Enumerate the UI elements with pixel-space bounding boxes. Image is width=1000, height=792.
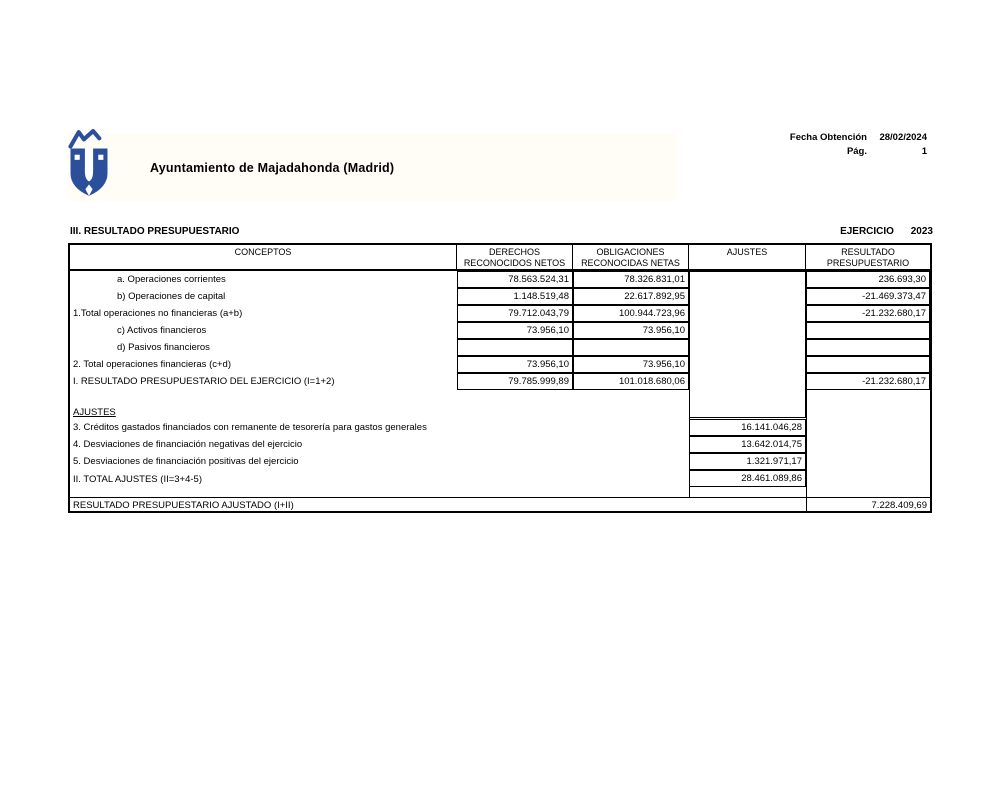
- section-title: III. RESULTADO PRESUPUESTARIO: [70, 226, 240, 237]
- obligaciones-cell: 100.944.723,96: [573, 305, 689, 322]
- obligaciones-cell: 73.956,10: [573, 322, 689, 339]
- ajustes-empty-box: [689, 271, 806, 418]
- concept-label: c) Activos financieros: [117, 325, 207, 336]
- obligaciones-cell: [573, 339, 689, 356]
- fecha-obtencion-value: 28/02/2024: [879, 132, 927, 143]
- concept-label: 5. Desviaciones de financiación positivas del ejercicio: [73, 456, 299, 467]
- column-header-conceptos: [70, 245, 457, 271]
- column-header-text: RESULTADO: [841, 247, 895, 257]
- ajustes-cell: 13.642.014,75: [689, 436, 806, 453]
- ejercicio: [840, 226, 933, 237]
- derechos-cell: 79.785.999,89: [457, 373, 573, 390]
- majadahonda-coat-of-arms-icon: [66, 128, 112, 202]
- report-meta: [737, 131, 927, 159]
- ajustes-cell: 1.321.971,17: [689, 453, 806, 470]
- ejercicio-value: 2023: [910, 226, 933, 237]
- concept-label: a. Operaciones corrientes: [117, 274, 226, 285]
- concept-label: RESULTADO PRESUPUESTARIO AJUSTADO (I+II): [73, 500, 294, 511]
- column-header-text: RECONOCIDOS NETOS: [463, 258, 566, 268]
- derechos-cell: 79.712.043,79: [457, 305, 573, 322]
- resultado-cell: [806, 339, 930, 356]
- column-header-text: DERECHOS: [488, 247, 540, 257]
- column-header-text: RECONOCIDAS NETAS: [581, 258, 680, 268]
- derechos-cell: 78.563.524,31: [457, 271, 573, 288]
- ajustes-cell: 16.141.046,28: [689, 419, 806, 436]
- derechos-cell: [457, 339, 573, 356]
- resultado-cell: [806, 356, 930, 373]
- derechos-cell: 73.956,10: [457, 322, 573, 339]
- page-number-label: Pág.: [846, 146, 867, 157]
- column-header-text: PRESUPUESTARIO: [826, 258, 910, 268]
- ajustes-cell: 28.461.089,86: [689, 470, 806, 487]
- obligaciones-cell: 22.617.892,95: [573, 288, 689, 305]
- column-header-text: OBLIGACIONES: [596, 247, 665, 257]
- concept-label: I. RESULTADO PRESUPUESTARIO DEL EJERCICIO (I=1+2): [73, 376, 335, 387]
- column-header-resultado: [806, 245, 930, 271]
- concept-label: b) Operaciones de capital: [117, 291, 226, 302]
- resultado-cell: -21.469.373,47: [806, 288, 930, 305]
- column-header-text: CONCEPTOS: [234, 247, 292, 257]
- fecha-obtencion-label: Fecha Obtención: [789, 132, 867, 143]
- resultado-cell: 236.693,30: [806, 271, 930, 288]
- resultado-cell: 7.228.409,69: [871, 500, 927, 511]
- derechos-cell: 73.956,10: [457, 356, 573, 373]
- ejercicio-label: EJERCICIO: [840, 226, 894, 237]
- column-header-text: AJUSTES: [726, 247, 768, 257]
- ajustes-section-label: AJUSTES: [73, 407, 116, 418]
- adjusted-result-row: [70, 497, 930, 511]
- concept-label: 1.Total operaciones no financieras (a+b): [73, 308, 243, 319]
- concept-label: 2. Total operaciones financieras (c+d): [73, 359, 231, 370]
- resultado-cell: [806, 322, 930, 339]
- concept-label: d) Pasivos financieros: [117, 342, 210, 353]
- obligaciones-cell: 101.018.680,06: [573, 373, 689, 390]
- org-name: Ayuntamiento de Majadahonda (Madrid): [150, 161, 395, 175]
- concept-label: II. TOTAL AJUSTES (II=3+4-5): [73, 474, 203, 485]
- section-header: [0, 226, 1000, 240]
- column-header-ajustes: [689, 245, 806, 271]
- resultado-cell: -21.232.680,17: [806, 305, 930, 322]
- concept-label: 3. Créditos gastados financiados con remanente de tesorería para gastos generales: [73, 422, 427, 433]
- resultado-cell: -21.232.680,17: [806, 373, 930, 390]
- column-header-obligaciones: [573, 245, 689, 271]
- page-number-value: 1: [921, 146, 927, 157]
- derechos-cell: 1.148.519,48: [457, 288, 573, 305]
- concept-label: 4. Desviaciones de financiación negativas del ejercicio: [73, 439, 303, 450]
- obligaciones-cell: 78.326.831,01: [573, 271, 689, 288]
- resultado-presupuestario-table: [68, 243, 932, 513]
- obligaciones-cell: 73.956,10: [573, 356, 689, 373]
- column-header-derechos: [457, 245, 573, 271]
